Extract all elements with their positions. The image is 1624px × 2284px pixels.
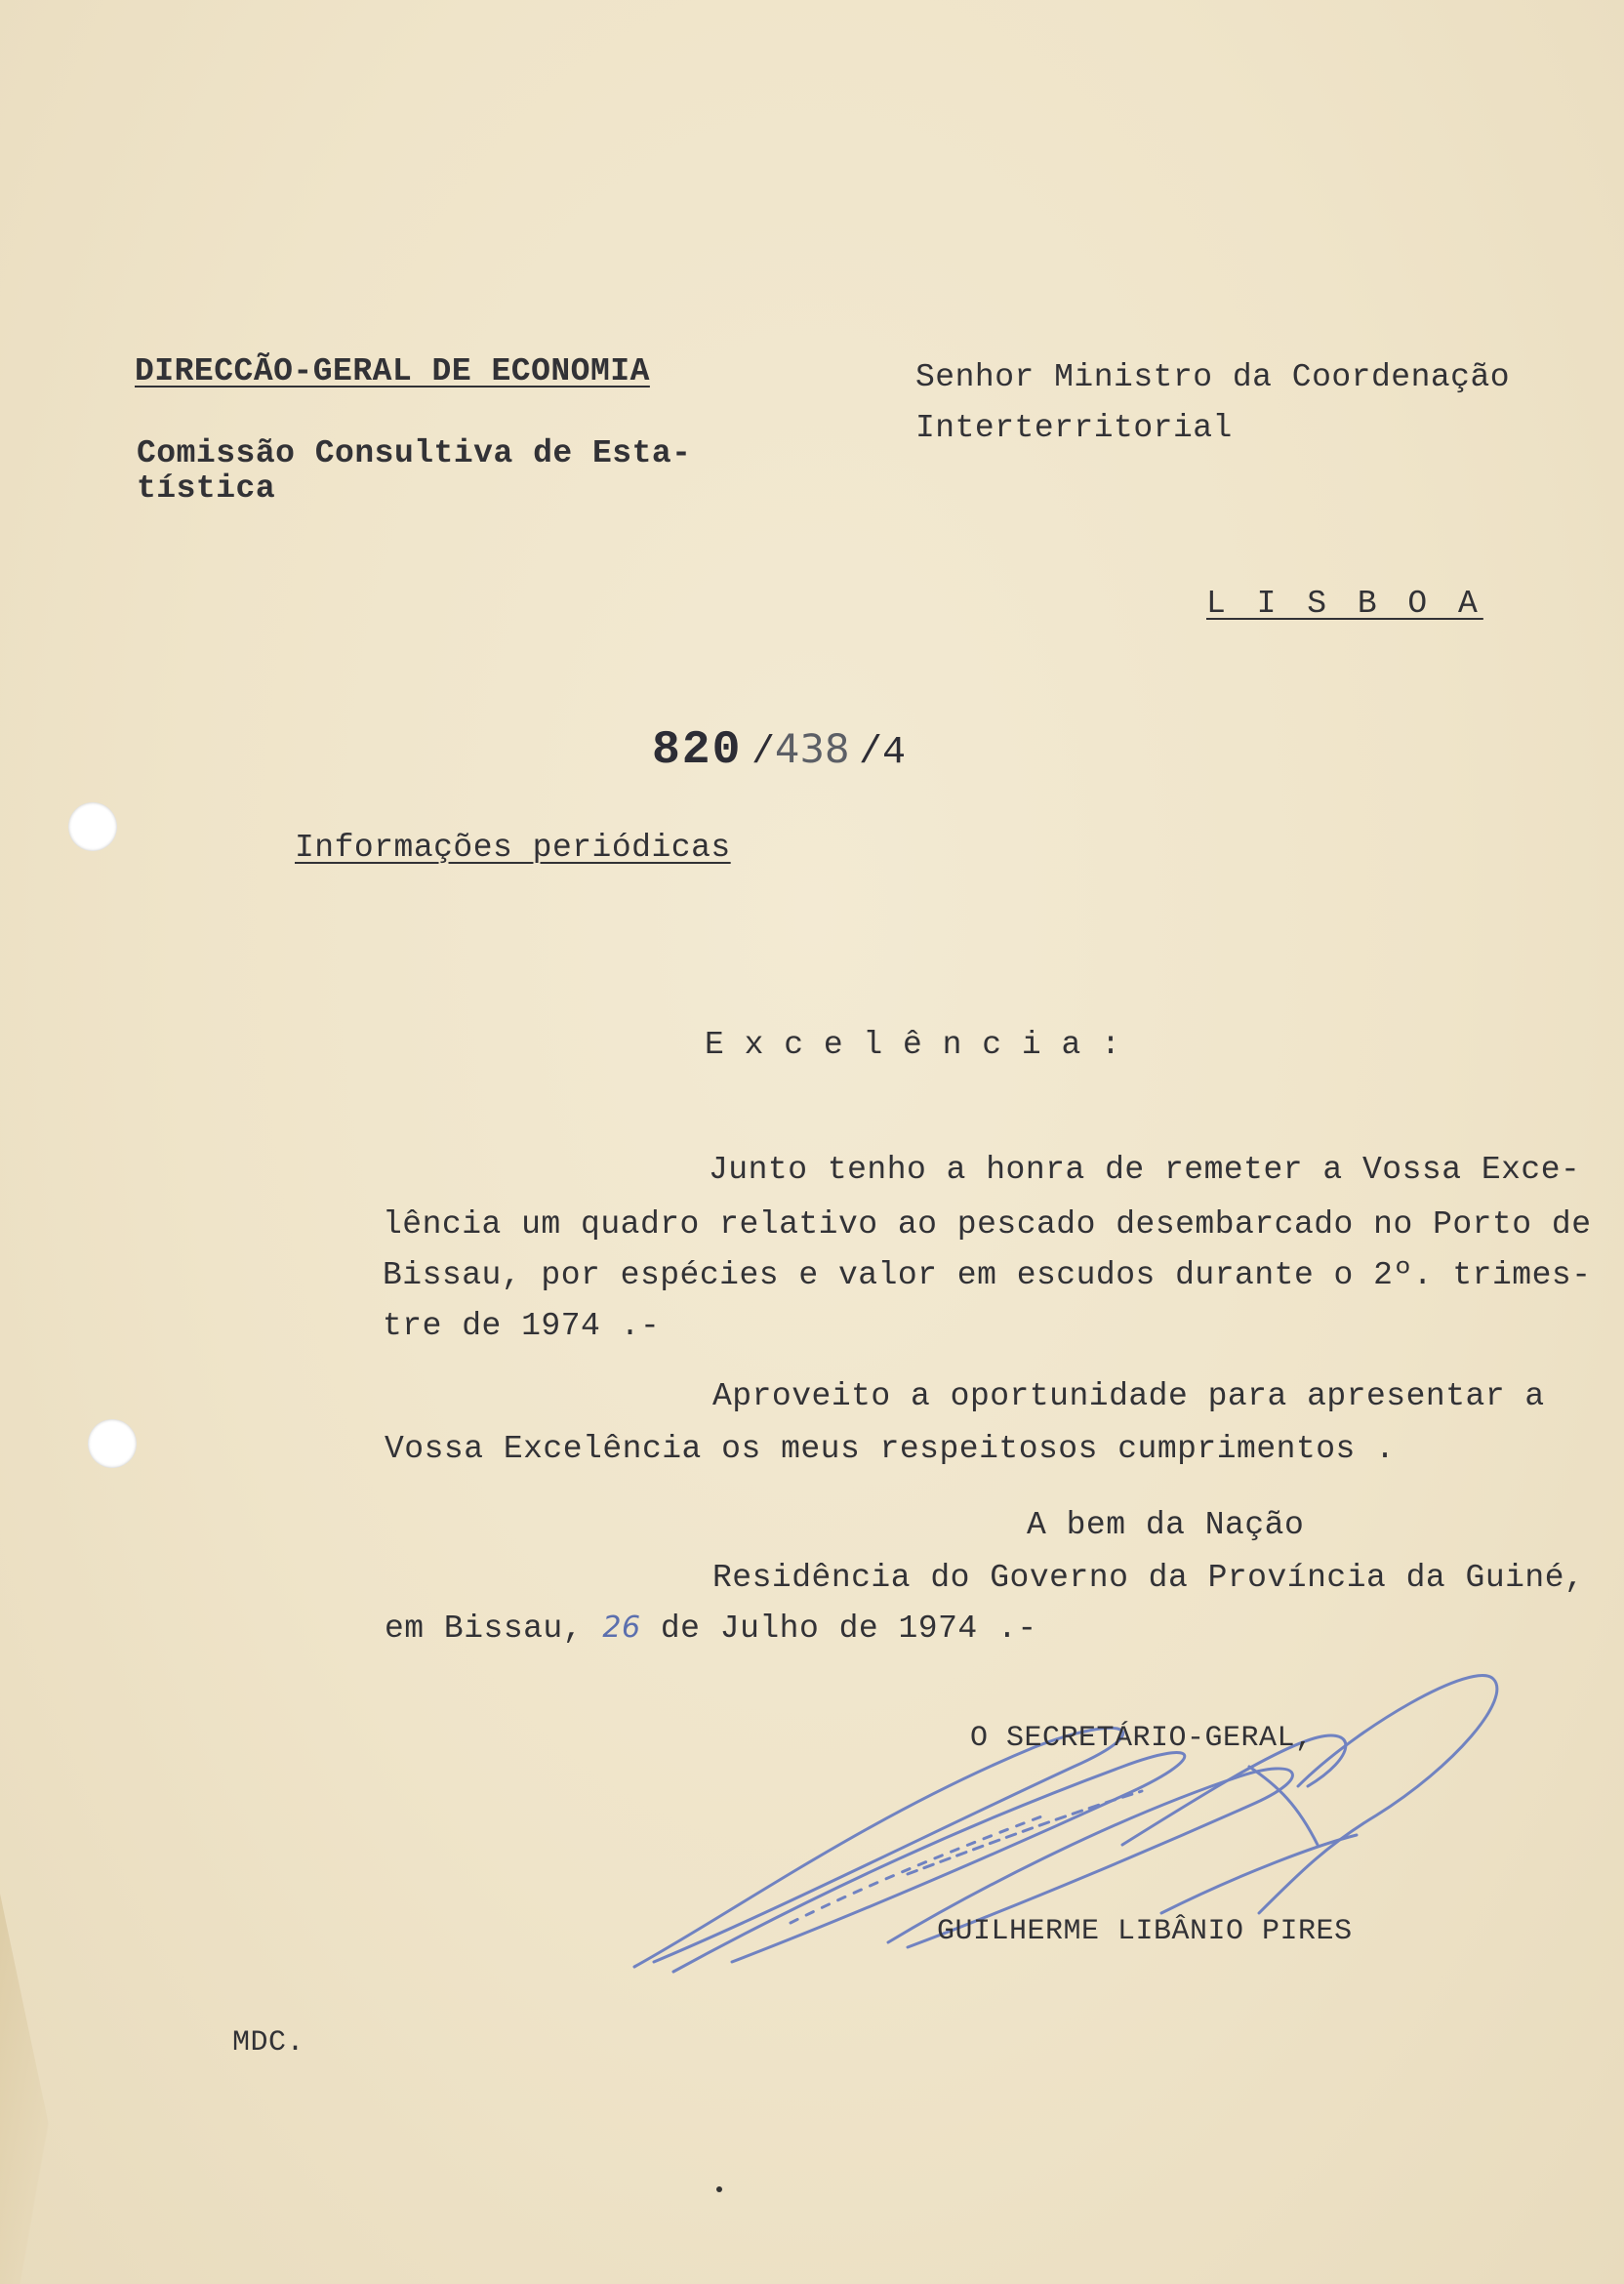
reference-number-suffix: 4 [882,731,907,775]
closing-place-line: Residência do Governo da Província da Guiné, [712,1560,1585,1596]
body-paragraph1-line4: tre de 1974 .- [383,1308,661,1344]
subject-line: Informações periódicas [295,830,731,866]
reference-number-middle: 438 [775,727,850,772]
body-paragraph1-line3: Bissau, por espécies e valor em escudos durante o 2º. trimes- [383,1257,1592,1293]
recipient-line2: Interterritorial [915,410,1233,446]
sender-commission-line2: tística [137,470,276,507]
reference-slash-1: / [751,731,776,775]
closing-date-day: 26 [602,1611,641,1645]
punch-hole-bottom [88,1419,137,1468]
reference-number [652,724,906,777]
ink-speck [716,2186,722,2192]
reference-number-main: 820 [652,724,743,777]
closing-motto: A bem da Nação [1027,1507,1305,1543]
signatory-title: O SECRETÁRIO-GERAL, [970,1722,1314,1755]
folded-corner [0,1894,78,2284]
punch-hole-top [68,802,117,851]
body-paragraph1-line2: lência um quadro relativo ao pescado desembarcado no Porto de [383,1206,1592,1243]
body-paragraph2-line2: Vossa Excelência os meus respeitosos cumprimentos . [385,1431,1396,1467]
typist-initials: MDC. [232,2026,305,2060]
sender-department: DIRECCÃO-GERAL DE ECONOMIA [135,353,650,389]
closing-date-suffix: de Julho de 1974 .- [660,1611,1037,1647]
recipient-line1: Senhor Ministro da Coordenação [915,359,1511,395]
reference-slash-2: / [859,731,883,775]
body-paragraph1-line1: Junto tenho a honra de remeter a Vossa Exce- [709,1152,1581,1188]
signatory-name: GUILHERME LIBÂNIO PIRES [937,1915,1353,1948]
recipient-city: L I S B O A [1206,586,1483,622]
salutation: E x c e l ê n c i a : [705,1027,1121,1063]
sender-commission-line1: Comissão Consultiva de Esta- [137,435,692,471]
closing-date-prefix: em Bissau, [385,1611,584,1647]
body-paragraph2-line1: Aproveito a oportunidade para apresentar a [712,1378,1545,1414]
